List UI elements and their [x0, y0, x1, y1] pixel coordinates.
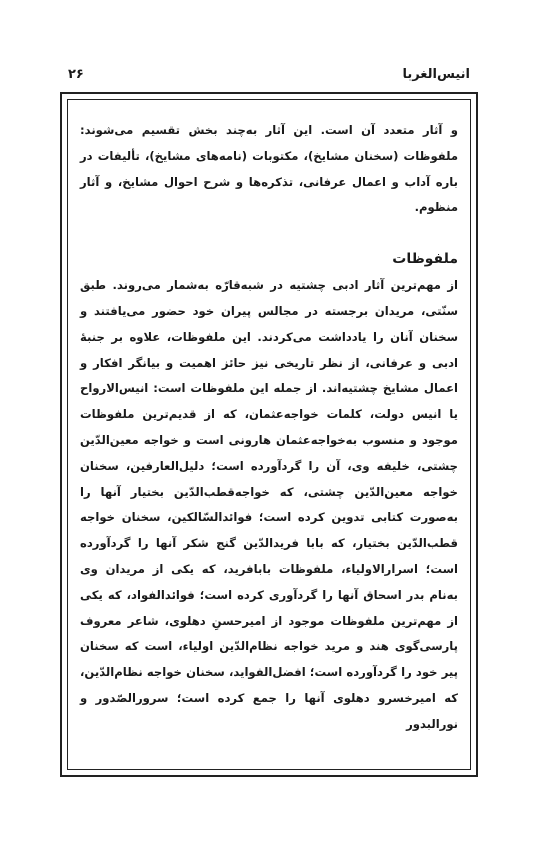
page-header	[68, 62, 470, 86]
section-body-paragraph: از مهم‌ترین آثار ادبی چشتیه در شبه‌قارّه به‌شمار می‌روند. طبق سنّتی، مریدان برجسته در مجالس پیران خود حضور می‌یافتند و سخنان آنان را یادداشت می‌کردند. این ملفوظات، علاوه بر جنبهٔ ادبی و عرفانی، از نظر تاریخی نیز حائز اهمیت و بیانگر افکار و اعمال مشایخ چشتیه‌اند. از جمله این ملفوظات است: انیس‌الارواح یا انیس دولت، کلمات خواجه‌عثمان، که از قدیم‌ترین ملفوظات موجود و منسوب به‌خواجه‌عثمان هارونی است و خواجه معین‌الدّین چشتی، خلیفه وی، آن را گردآورده است؛ دلیل‌العارفین، سخنان خواجه معین‌الدّین چشتی، که خواجه‌قطب‌الدّین بختیار آنها را به‌صورت کتابی تدوین کرده است؛ فوائدالسّالکین، سخنان خواجه قطب‌الدّین بختیار، که بابا فریدالدّین گنج شکر آنها را گردآورده است؛ اسرارالاولیاء، ملفوظات بابافرید، که یکی از مریدان وی به‌نام بدر اسحاق آنها را گردآوری کرده است؛ فوائدالفواد، که یکی از مهم‌ترین ملفوظات موجود از امیرحسنِ دهلوی، شاعر معروف پارسی‌گوی هند و مرید خواجه نظام‌الدّین اولیاء، است که سخنان پیر خود را گردآورده است؛ افضل‌الفواید، سخنان خواجه نظام‌الدّین، که امیرخسرو دهلوی آنها را جمع کرده است؛ سرورالصّدور و نورالبدور	[80, 278, 458, 731]
page-number: ۲۶	[68, 66, 84, 82]
running-title: انیس‌الغربا	[402, 66, 470, 82]
intro-paragraph: و آثار متعدد آن است. این آثار به‌چند بخش تقسیم می‌شوند: ملفوظات (سخنان مشایخ)، مکتوبات (نامه‌های مشایخ)، تألیفات در باره آداب و اعمال عرفانی، تذکره‌ها و شرح احوال مشایخ، و آثار منظوم.	[80, 123, 458, 215]
page-body	[80, 118, 458, 738]
section-heading: ملفوظات	[392, 251, 458, 268]
